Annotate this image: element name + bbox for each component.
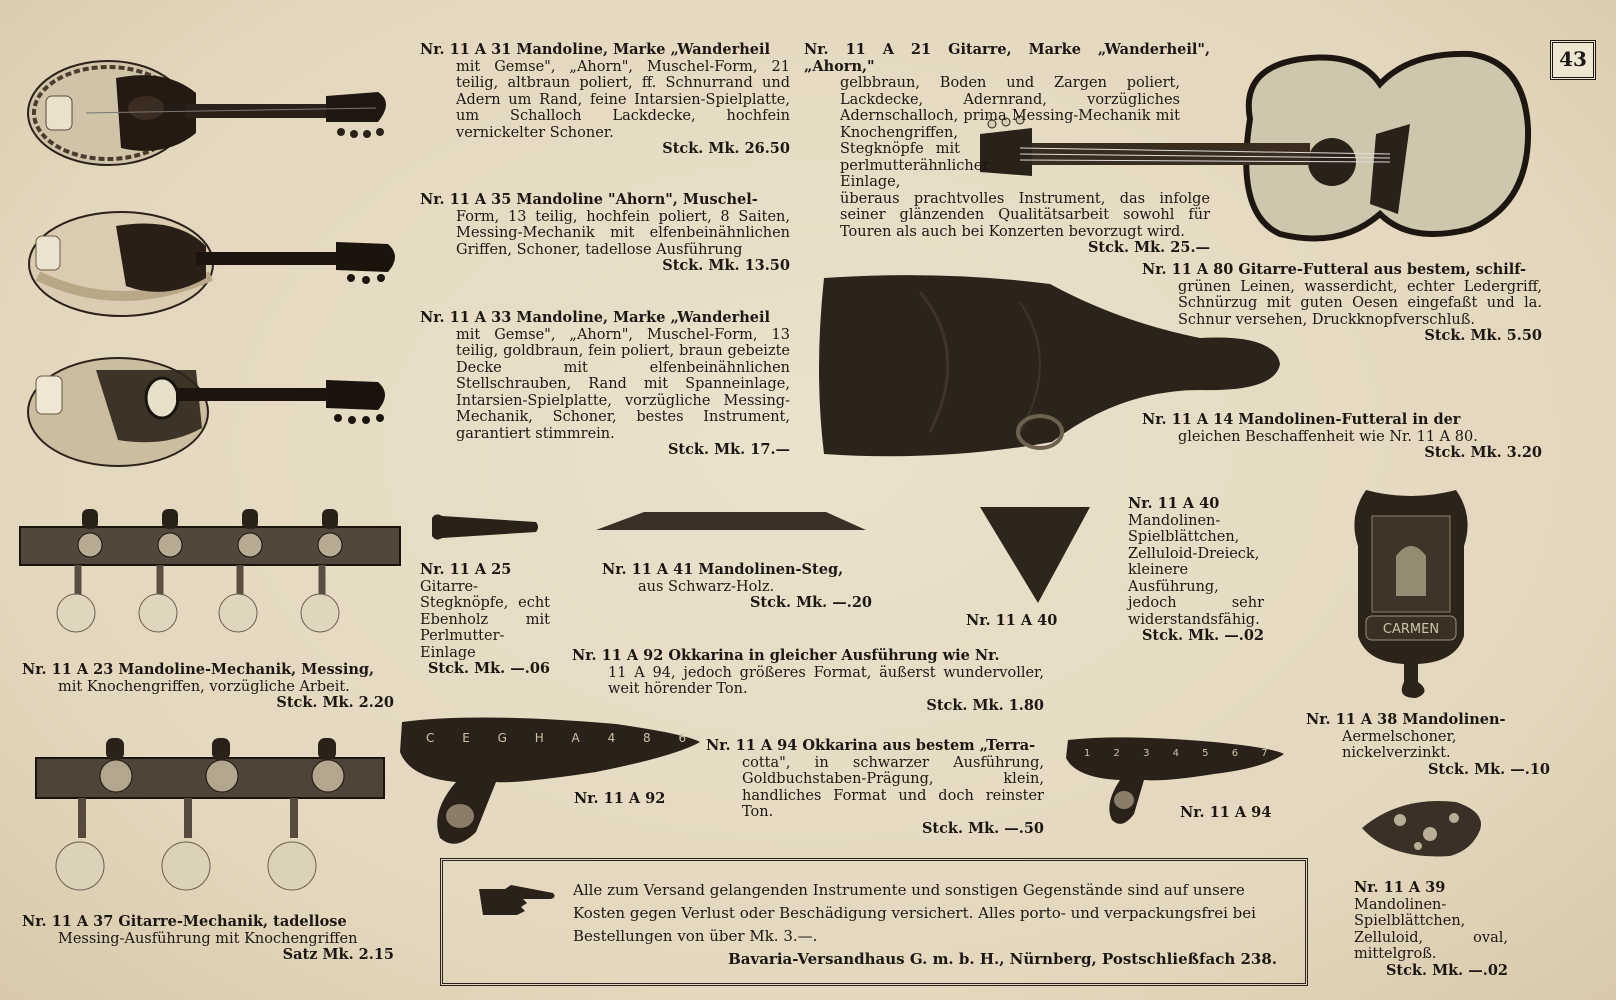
- item-11a25: [420, 562, 550, 678]
- item-11a37-body: Messing-Ausführung mit Knochengriffen: [58, 930, 358, 947]
- item-11a39-price: Stck. Mk. —.02: [1385, 961, 1508, 979]
- item-11a21: [804, 42, 1210, 257]
- item-11a38: [1306, 712, 1550, 778]
- item-11a21-body3: überaus prachtvolles Instrument, das infolge seiner glänzenden Qualitätsarbeit sowohl für Touren als auch bei Konzerten bevorzugt wird.: [840, 190, 1210, 240]
- mandolin-35-icon: [26, 206, 411, 326]
- item-11a40-body: Mandolinen-Spielblättchen, Zelluloid-Dreieck, kleinere Ausführung, jedoch sehr widerstandsfähig.: [1128, 512, 1264, 628]
- item-11a92-head: Nr. 11 A 92 Okkarina in gleicher Ausführung wie Nr.: [572, 647, 1000, 664]
- item-11a33: [420, 310, 790, 459]
- item-11a94-head: Nr. 11 A 94 Okkarina aus bestem „Terra-: [706, 737, 1036, 754]
- item-11a39: [1354, 880, 1508, 979]
- mandolin-bridge-icon: [596, 506, 866, 534]
- item-11a38-price: Stck. Mk. —.10: [1427, 760, 1550, 778]
- item-11a25-price: Stck. Mk. —.06: [427, 660, 550, 677]
- pointing-hand-icon: [477, 883, 557, 917]
- item-11a35-price: Stck. Mk. 13.50: [662, 257, 790, 274]
- shipping-notice: [440, 858, 1308, 986]
- ocarina-92-markings: C E G H A 4 8 6: [426, 731, 699, 745]
- label-11a92: Nr. 11 A 92: [574, 790, 666, 807]
- emblem-text: CARMEN: [1382, 622, 1440, 637]
- item-11a21-body1: gelbbraun, Boden und Zargen poliert, Lackdecke, Adernrand, vorzügliches Adernschalloch, prima Messing-Mechanik mit Knochengriffen,: [840, 75, 1180, 141]
- item-11a33-body: mit Gemse", „Ahorn", Muschel-Form, 13 teilig, goldbraun, fein poliert, braun gebeizte Decke mit elfenbeinähnlichen Stellschrauben, Rand mit Spanneinlage, Intarsien-Spielplatte, vorzügliche Messing-Mechanik, Schoner, bestes Instrument, garantiert stimmrein.: [456, 326, 790, 442]
- mandolin-tuning-machine-icon: [20, 505, 405, 635]
- oval-pick-icon: [1360, 800, 1484, 860]
- item-11a38-head: Nr. 11 A 38 Mandolinen-: [1306, 711, 1506, 728]
- item-11a92: [572, 648, 1044, 714]
- shipping-notice-text: Alle zum Versand gelangenden Instrumente und sonstigen Gegenstände sind auf unsere Kosten gegen Verlust oder Beschädigung versichert. Alles porto- und verpackungsfrei bei Bestellungen von über Mk. 3.—.: [573, 881, 1256, 945]
- item-11a14-body: gleichen Beschaffenheit wie Nr. 11 A 80.: [1178, 428, 1478, 445]
- item-11a21-head: Nr. 11 A 21 Gitarre, Marke „Wanderheil", „Ahorn,": [804, 41, 1210, 75]
- item-11a31-body: mit Gemse", „Ahorn", Muschel-Form, 21 teilig, altbraun poliert, ff. Schnurrand und Adern um Rand, feine Intarsien-Spielplatte, um Schalloch Lackdecke, hochfein vernickelter Schoner.: [456, 58, 790, 141]
- item-11a41: [602, 562, 872, 612]
- item-11a94: [706, 738, 1044, 837]
- item-11a41-body: aus Schwarz-Holz.: [638, 578, 775, 595]
- item-11a41-price: Stck. Mk. —.20: [749, 594, 872, 611]
- item-11a14-head: Nr. 11 A 14 Mandolinen-Futteral in der: [1142, 411, 1461, 428]
- item-11a37: [22, 914, 394, 964]
- item-11a21-price: Stck. Mk. 25.—: [1087, 239, 1210, 256]
- label-11a94: Nr. 11 A 94: [1180, 804, 1272, 821]
- item-11a94-price: Stck. Mk. —.50: [921, 819, 1044, 837]
- bridge-pin-icon: [432, 512, 540, 542]
- label-11a40: Nr. 11 A 40: [966, 612, 1058, 629]
- item-11a23-body: mit Knochengriffen, vorzügliche Arbeit.: [58, 678, 350, 695]
- item-11a31: [420, 42, 790, 158]
- item-11a21-body2: Stegknöpfe mit perlmutterähnlicher Einlage,: [840, 141, 990, 190]
- triangle-pick-icon: [980, 507, 1090, 603]
- item-11a35-head: Nr. 11 A 35 Mandoline "Ahorn", Muschel-: [420, 191, 758, 208]
- item-11a25-body: Gitarre-Stegknöpfe, echt Ebenholz mit Perlmutter-Einlage: [420, 578, 550, 661]
- item-11a14-price: Stck. Mk. 3.20: [1424, 444, 1542, 461]
- item-11a80-price: Stck. Mk. 5.50: [1424, 327, 1542, 344]
- item-11a94-body: cotta", in schwarzer Ausführung, Goldbuchstaben-Prägung, klein, handliches Format und doch reinster Ton.: [742, 754, 1044, 820]
- item-11a92-price: Stck. Mk. 1.80: [926, 696, 1044, 714]
- mandolin-31-icon: [26, 48, 406, 178]
- item-11a40: [1128, 496, 1264, 645]
- item-11a25-head: Nr. 11 A 25: [420, 561, 512, 578]
- page-number: 43: [1550, 40, 1596, 80]
- item-11a23: [22, 662, 394, 712]
- item-11a37-head: Nr. 11 A 37 Gitarre-Mechanik, tadellose: [22, 913, 347, 930]
- item-11a38-body: Aermelschoner, nickelverzinkt.: [1342, 728, 1457, 761]
- item-11a80: [1142, 262, 1542, 345]
- item-11a80-head: Nr. 11 A 80 Gitarre-Futteral aus bestem, schilf-: [1142, 261, 1527, 278]
- shipping-notice-signature: Bavaria-Versandhaus G. m. b. H., Nürnberg, Postschließfach 238.: [728, 950, 1277, 968]
- item-11a31-head: Nr. 11 A 31 Mandoline, Marke „Wanderheil: [420, 41, 770, 58]
- item-11a39-head: Nr. 11 A 39: [1354, 879, 1446, 896]
- item-11a41-head: Nr. 11 A 41 Mandolinen-Steg,: [602, 561, 844, 578]
- ocarina-92-icon: [396, 712, 706, 852]
- item-11a39-body: Mandolinen-Spielblättchen, Zelluloid, oval, mittelgroß.: [1354, 896, 1508, 962]
- item-11a40-head: Nr. 11 A 40: [1128, 495, 1220, 512]
- item-11a37-price: Satz Mk. 2.15: [282, 946, 394, 963]
- item-11a33-price: Stck. Mk. 17.—: [667, 441, 790, 458]
- item-11a35: [420, 192, 790, 275]
- item-11a92-body: 11 A 94, jedoch größeres Format, äußerst wundervoller, weit hörender Ton.: [608, 664, 1044, 697]
- mandolin-33-icon: [26, 348, 406, 473]
- item-11a33-head: Nr. 11 A 33 Mandoline, Marke „Wanderheil: [420, 309, 770, 326]
- item-11a35-body: Form, 13 teilig, hochfein poliert, 8 Saiten, Messing-Mechanik mit elfenbeinähnlichen Griffen, Schoner, tadellose Ausführung: [456, 208, 790, 258]
- item-11a14: [1142, 412, 1542, 462]
- item-11a23-head: Nr. 11 A 23 Mandoline-Mechanik, Messing,: [22, 661, 375, 678]
- sleeve-protector-icon: [1346, 486, 1476, 700]
- ocarina-94-markings: 1 2 3 4 5 6 7: [1084, 748, 1278, 759]
- item-11a80-body: grünen Leinen, wasserdicht, echter Ledergriff, Schnürzug mit guten Oesen eingefaßt und la. Schnur versehen, Druckknopfverschluß.: [1178, 278, 1542, 328]
- item-11a31-price: Stck. Mk. 26.50: [662, 140, 790, 157]
- guitar-tuning-machine-icon: [36, 738, 388, 898]
- item-11a40-price: Stck. Mk. —.02: [1141, 627, 1264, 644]
- item-11a23-price: Stck. Mk. 2.20: [276, 694, 394, 711]
